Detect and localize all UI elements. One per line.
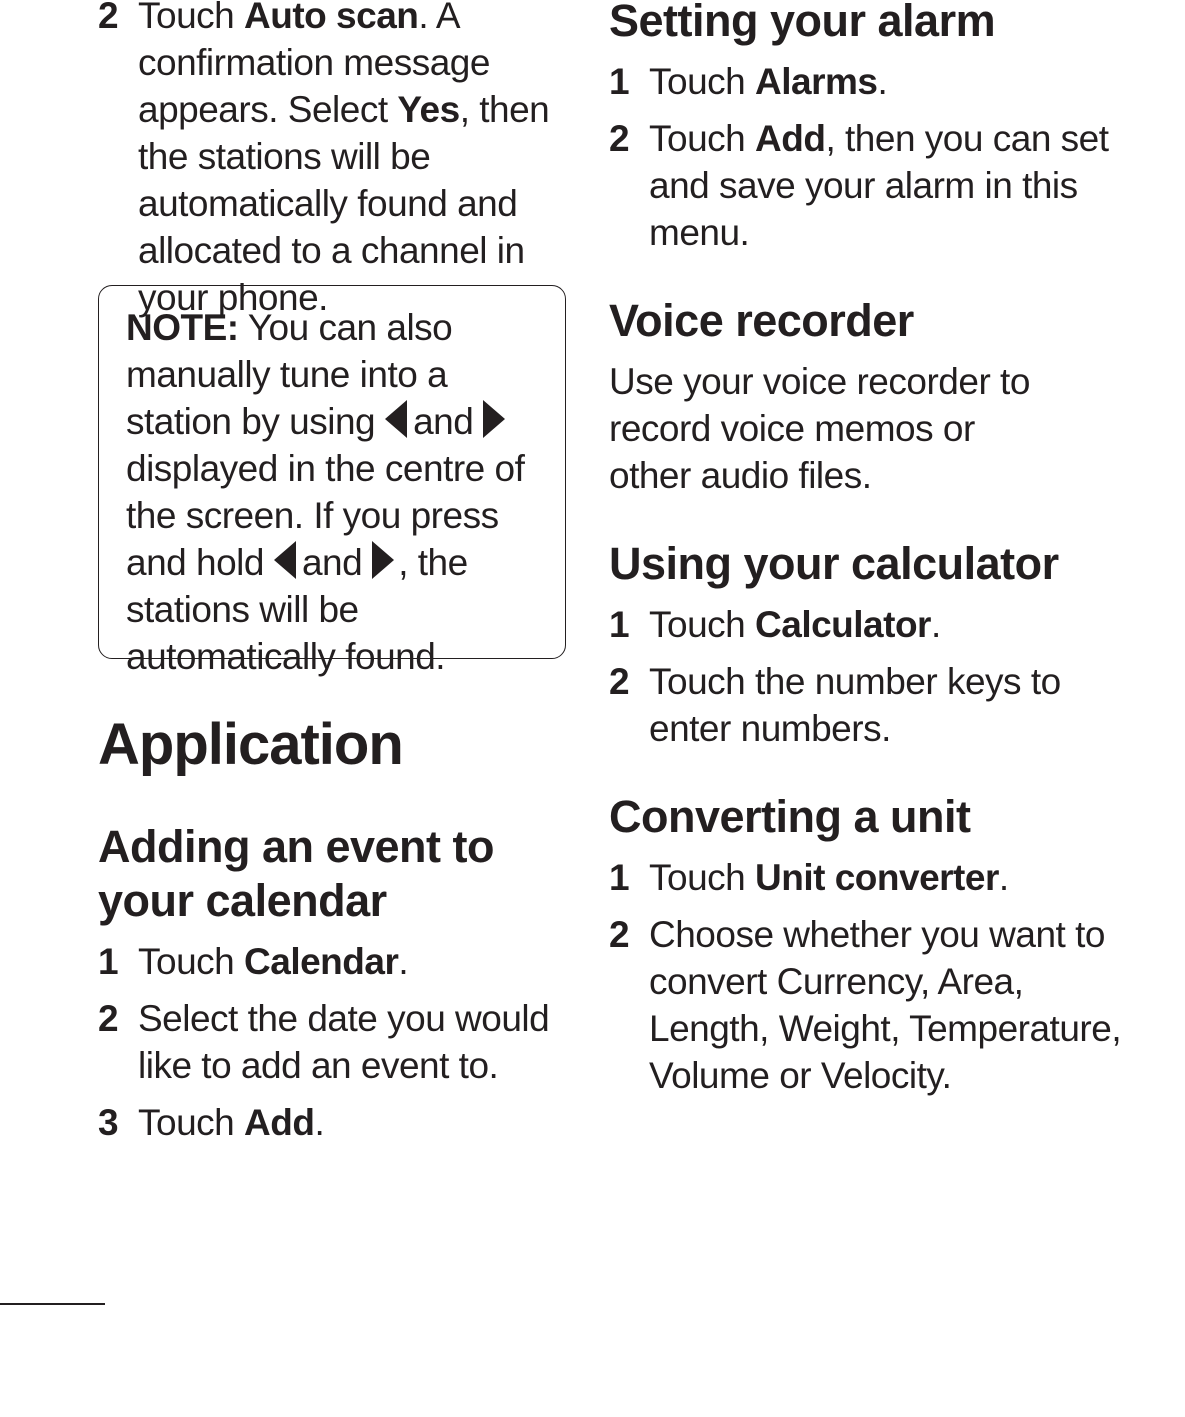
step-text: Touch	[649, 61, 756, 102]
right-arrow-icon	[483, 400, 505, 438]
alarm-step	[609, 115, 1119, 256]
note-text: and	[413, 401, 474, 442]
calendar-step	[98, 995, 568, 1089]
step-text: Touch the number keys to enter numbers.	[649, 661, 1061, 749]
unit-converter-label: Unit converter	[755, 857, 999, 898]
step-text: , then you can set and save your alarm in this menu.	[649, 118, 1109, 253]
voice-heading: Voice recorder	[609, 295, 914, 346]
add-label: Add	[244, 1102, 315, 1143]
right-column	[609, 0, 1149, 1109]
alarms-label: Alarms	[755, 61, 878, 102]
footer-rule	[0, 1303, 105, 1305]
step-text: .	[398, 941, 409, 982]
step-text: .	[930, 604, 941, 645]
step-text: . A confirmation message appears. Select	[138, 0, 490, 130]
calculator-heading: Using your calculator	[609, 538, 1059, 589]
application-title: Application	[98, 712, 403, 777]
unit-heading: Converting a unit	[609, 791, 971, 842]
left-arrow-icon	[385, 400, 407, 438]
note-text: and	[301, 542, 363, 583]
alarm-step	[609, 58, 1149, 105]
step-text: .	[998, 857, 1009, 898]
step-number: 2	[609, 914, 630, 955]
step-text: .	[877, 61, 888, 102]
yes-label: Yes	[397, 89, 460, 130]
calculator-label: Calculator	[755, 604, 931, 645]
note-text: You can also manually tune into a station by using	[126, 307, 453, 442]
step-text: Touch	[138, 0, 245, 36]
calculator-step	[609, 601, 1149, 648]
calendar-step	[98, 1099, 568, 1146]
step-number: 2	[98, 0, 119, 36]
calendar-step	[98, 938, 568, 985]
step-number: 2	[609, 118, 630, 159]
add-label: Add	[755, 118, 826, 159]
step-number: 3	[98, 1102, 119, 1143]
step-text: Touch	[649, 857, 756, 898]
unit-step	[609, 854, 1149, 901]
note-label: NOTE:	[126, 307, 239, 348]
step-text: Choose whether you want to convert Currency, Area, Length, Weight, Temperature, Volume or Velocity.	[649, 914, 1122, 1096]
step-text: Select the date you would like to add an event to.	[138, 998, 550, 1086]
step-number: 1	[609, 604, 630, 645]
voice-text: Use your voice recorder to record voice memos or other audio files.	[609, 361, 1030, 496]
auto-scan-label: Auto scan	[244, 0, 419, 36]
step-number: 1	[609, 857, 630, 898]
calendar-label: Calendar	[244, 941, 399, 982]
step-number: 1	[98, 941, 119, 982]
step-number: 2	[98, 998, 119, 1039]
alarm-heading: Setting your alarm	[609, 0, 996, 46]
calendar-heading: Adding an event to your calendar	[98, 821, 494, 926]
right-arrow-icon	[372, 541, 394, 579]
step-text: Touch	[138, 941, 245, 982]
note-text: , the stations will be automatically found.	[126, 542, 468, 677]
left-arrow-icon	[274, 541, 296, 579]
step-text: , then the stations will be automatically found and allocated to a channel in your phone.	[138, 89, 550, 318]
note-text: displayed in the centre of the screen. If you press and hold	[126, 448, 525, 583]
step-text: .	[314, 1102, 325, 1143]
left-column	[98, 0, 568, 331]
step-number: 1	[609, 61, 630, 102]
step-number: 2	[609, 661, 630, 702]
auto-scan-step	[98, 0, 568, 321]
application-section	[98, 712, 568, 1156]
step-text: Touch	[649, 118, 756, 159]
step-text: Touch	[138, 1102, 245, 1143]
step-text: Touch	[649, 604, 756, 645]
note-box	[98, 285, 566, 677]
unit-step	[609, 911, 1129, 1099]
calculator-step	[609, 658, 1079, 752]
